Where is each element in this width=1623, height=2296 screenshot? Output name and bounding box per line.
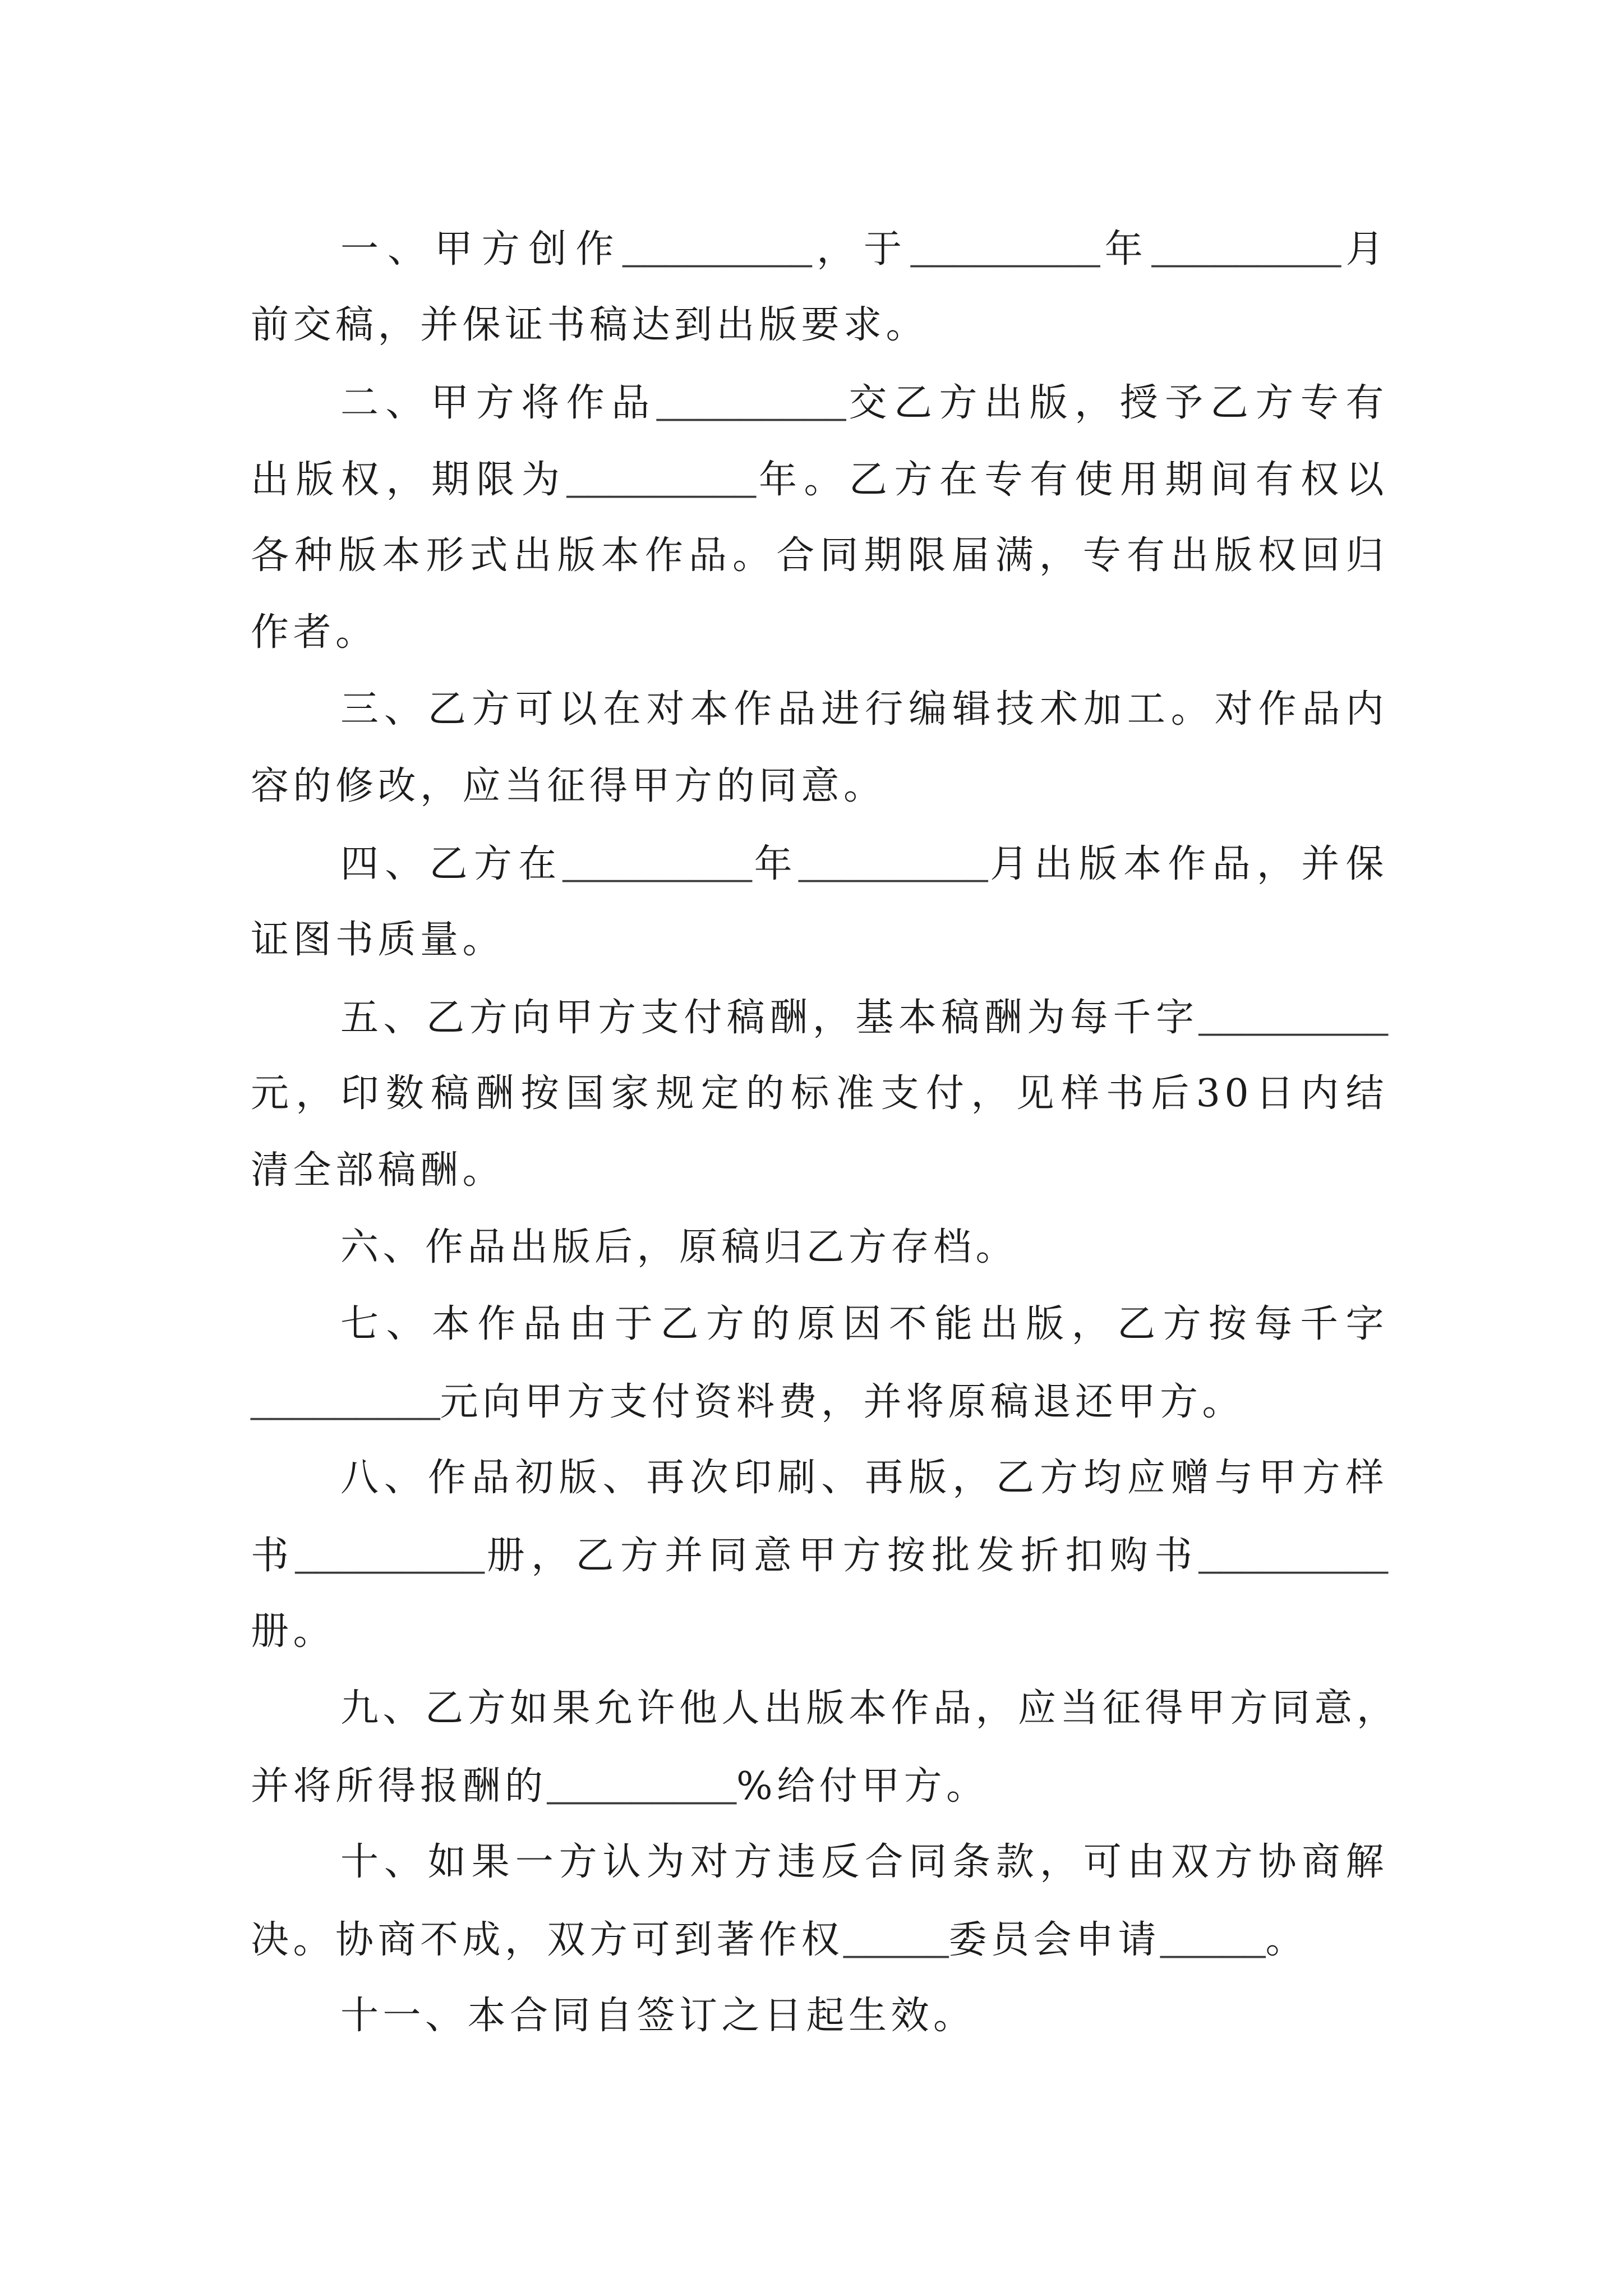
fill-in-blank: _________ xyxy=(656,379,846,425)
contract-body xyxy=(251,210,1399,2054)
clause-line xyxy=(251,1977,1388,2054)
clause-line xyxy=(251,1516,1388,1593)
clause-3 xyxy=(251,671,1388,825)
fill-in-blank: _________ xyxy=(623,225,812,272)
clause-text: 十、如果一方认为对方违反合同条款，可由双方协商解 xyxy=(340,1840,1388,1884)
fill-in-blank: _________ xyxy=(547,1762,737,1809)
fill-in-blank: _________ xyxy=(566,455,756,502)
clause-text: 年 xyxy=(751,842,799,886)
clause-line xyxy=(251,1670,1399,1747)
clause-text: 作者。 xyxy=(251,610,378,655)
clause-text: 五、乙方向甲方支付稿酬，基本稿酬为每千字 xyxy=(340,996,1199,1040)
clause-text: 。 xyxy=(1265,1918,1308,1962)
clause-text: 容的修改，应当征得甲方的同意。 xyxy=(251,764,886,808)
clause-line xyxy=(251,978,1388,1055)
clause-line xyxy=(251,440,1388,517)
clause-line xyxy=(251,1824,1388,1901)
clause-text: 册。 xyxy=(251,1609,336,1654)
clause-text: 并将所得报酬的 xyxy=(251,1764,547,1809)
clause-line xyxy=(251,1439,1388,1516)
clause-6 xyxy=(251,1209,1388,1286)
clause-text: ，于 xyxy=(811,227,911,272)
clause-text: 年 xyxy=(1100,227,1152,272)
clause-text: 月出版本作品，并保 xyxy=(988,842,1388,886)
clause-text: 证图书质量。 xyxy=(251,918,505,962)
clause-line xyxy=(251,825,1388,901)
clause-line xyxy=(251,1286,1388,1363)
fill-in-blank: _________ xyxy=(1198,993,1388,1040)
clause-text: 八、作品初版、再次印刷、再版，乙方均应赠与甲方样 xyxy=(340,1456,1388,1500)
clause-text: 二、甲方将作品 xyxy=(340,381,657,425)
clause-text: 月 xyxy=(1341,227,1388,272)
clause-line xyxy=(251,1209,1388,1286)
clause-text: 年。乙方在专有使用期间有权以 xyxy=(756,458,1388,502)
clause-line xyxy=(251,210,1388,287)
fill-in-blank: _____ xyxy=(843,1916,949,1962)
clause-line xyxy=(251,1901,1388,1977)
clause-text: 册，乙方并同意甲方按批发折扣购书 xyxy=(484,1534,1199,1578)
clause-text: 四、乙方在 xyxy=(340,842,563,886)
clause-line xyxy=(251,517,1388,594)
clause-text: 六、作品出版后，原稿归乙方存档。 xyxy=(340,1225,1018,1269)
fill-in-blank: _________ xyxy=(251,1378,440,1424)
clause-1 xyxy=(251,210,1388,364)
clause-11 xyxy=(251,1977,1388,2054)
clause-line xyxy=(251,1747,1388,1824)
clause-text: 三、乙方可以在对本作品进行编辑技术加工。对作品内 xyxy=(340,687,1388,731)
clause-text: 七、本作品由于乙方的原因不能出版，乙方按每千字 xyxy=(340,1302,1388,1346)
clause-5 xyxy=(251,978,1388,1209)
clause-text: 交乙方出版，授予乙方专有 xyxy=(846,381,1388,425)
clause-text: 出版权，期限为 xyxy=(251,458,567,502)
clause-line xyxy=(251,1055,1388,1132)
clause-line xyxy=(251,671,1388,748)
clause-text: 各种版本形式出版本作品。合同期限届满，专有出版权回归 xyxy=(251,533,1388,578)
fill-in-blank: _________ xyxy=(1151,225,1341,272)
clause-text: 决。协商不成，双方可到著作权 xyxy=(251,1918,844,1962)
clause-line xyxy=(251,1132,1388,1209)
fill-in-blank: _________ xyxy=(562,840,752,886)
fill-in-blank: _________ xyxy=(798,840,988,886)
fill-in-blank: _________ xyxy=(1198,1531,1388,1578)
clause-line xyxy=(251,1593,1388,1670)
fill-in-blank: _________ xyxy=(910,225,1100,272)
clause-text: 十一、本合同自签订之日起生效。 xyxy=(340,1994,976,2038)
clause-text: 九、乙方如果允许他人出版本作品，应当征得甲方同意， xyxy=(340,1686,1399,1731)
clause-7 xyxy=(251,1286,1388,1439)
clause-line xyxy=(251,594,1388,671)
clause-line xyxy=(251,748,1388,825)
clause-text: 元，印数稿酬按国家规定的标准支付，见样书后30日内结 xyxy=(251,1071,1388,1116)
clause-text: %给付甲方。 xyxy=(736,1764,989,1809)
clause-line xyxy=(251,1363,1388,1439)
clause-text: 一、甲方创作 xyxy=(340,227,623,272)
clause-10 xyxy=(251,1824,1388,1977)
clause-9 xyxy=(251,1670,1399,1824)
clause-line xyxy=(251,901,1388,978)
clause-4 xyxy=(251,825,1388,978)
clause-text: 书 xyxy=(251,1534,296,1578)
fill-in-blank: _________ xyxy=(295,1531,485,1578)
clause-text: 前交稿，并保证书稿达到出版要求。 xyxy=(251,303,929,347)
clause-2 xyxy=(251,364,1388,671)
clause-line xyxy=(251,364,1388,440)
fill-in-blank: _____ xyxy=(1160,1916,1266,1962)
clause-text: 清全部稿酬。 xyxy=(251,1148,505,1193)
clause-text: 元向甲方支付资料费，并将原稿退还甲方。 xyxy=(440,1380,1245,1424)
clause-text: 委员会申请 xyxy=(948,1918,1161,1962)
clause-8 xyxy=(251,1439,1388,1670)
clause-line xyxy=(251,287,1388,364)
